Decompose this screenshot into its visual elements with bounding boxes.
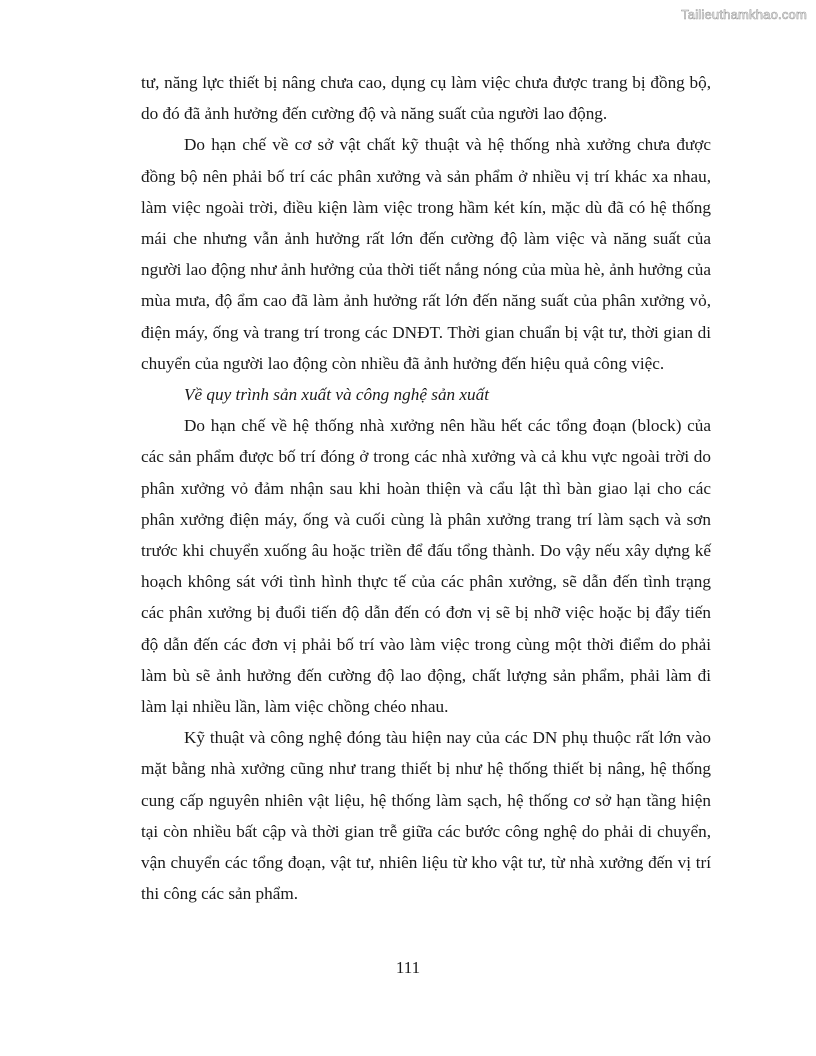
body-paragraph: tư, năng lực thiết bị nâng chưa cao, dụng cụ làm việc chưa được trang bị đồng bộ, do đó đã ảnh hưởng đến cường độ và năng suất của người lao động.: [141, 73, 711, 124]
body-paragraph: Do hạn chế về cơ sở vật chất kỹ thuật và hệ thống nhà xưởng chưa được đồng bộ nên phải bố trí các phân xưởng và sản phẩm ở nhiều vị trí khác xa nhau, làm việc ngoài trời, điều kiện làm việc trong hầm két kín, mặc dù đã có hệ thống mái che nhưng vẫn ảnh hưởng rất lớn đến cường độ làm việc và năng suất của người lao động như ảnh hưởng của thời tiết nắng nóng của mùa hè, ảnh hưởng của mùa mưa, độ ẩm cao đã làm ảnh hưởng rất lớn đến năng suất của phân xưởng vỏ, điện máy, ống và trang trí trong các DNĐT. Thời gian chuẩn bị vật tư, thời gian di chuyển của người lao động còn nhiều đã ảnh hưởng đến hiệu quả công việc.: [141, 135, 711, 373]
page-body: [141, 67, 711, 909]
body-paragraph: Kỹ thuật và công nghệ đóng tàu hiện nay của các DN phụ thuộc rất lớn vào mặt bằng nhà xưởng cũng như trang thiết bị như hệ thống thiết bị nâng, hệ thống cung cấp nguyên nhiên vật liệu, hệ thống làm sạch, hệ thống cơ sở hạn tầng hiện tại còn nhiều bất cập và thời gian trễ giữa các bước công nghệ do phải di chuyển, vận chuyển các tổng đoạn, vật tư, nhiên liệu từ kho vật tư, từ nhà xưởng đến vị trí thi công các sản phẩm.: [141, 728, 711, 904]
watermark: Tailieuthamkhao.com: [681, 7, 807, 22]
section-heading: Về quy trình sản xuất và công nghệ sản xuất: [184, 385, 490, 405]
page-number: 111: [395, 958, 421, 977]
body-paragraph: Do hạn chế về hệ thống nhà xưởng nên hầu hết các tổng đoạn (block) của các sản phẩm được bố trí đóng ở trong các nhà xưởng và cả khu vực ngoài trời do phân xưởng vỏ đảm nhận sau khi hoàn thiện và cẩu lật thì bàn giao lại cho các phân xưởng điện máy, ống và cuối cùng là phân xưởng trang trí làm sạch và sơn trước khi chuyển xuống âu hoặc triền để đấu tổng thành. Do vậy nếu xây dựng kế hoạch không sát với tình hình thực tế của các phân xưởng, sẽ dẫn đến tình trạng các phân xưởng bị đuổi tiến độ dẫn đến có đơn vị sẽ bị nhỡ việc hoặc bị đẩy tiến độ dẫn đến các đơn vị phải bố trí vào làm việc trong cùng một thời điểm do phải làm bù sẽ ảnh hưởng đến cường độ lao động, chất lượng sản phẩm, phải làm đi làm lại nhiều lần, làm việc chồng chéo nhau.: [141, 416, 711, 717]
